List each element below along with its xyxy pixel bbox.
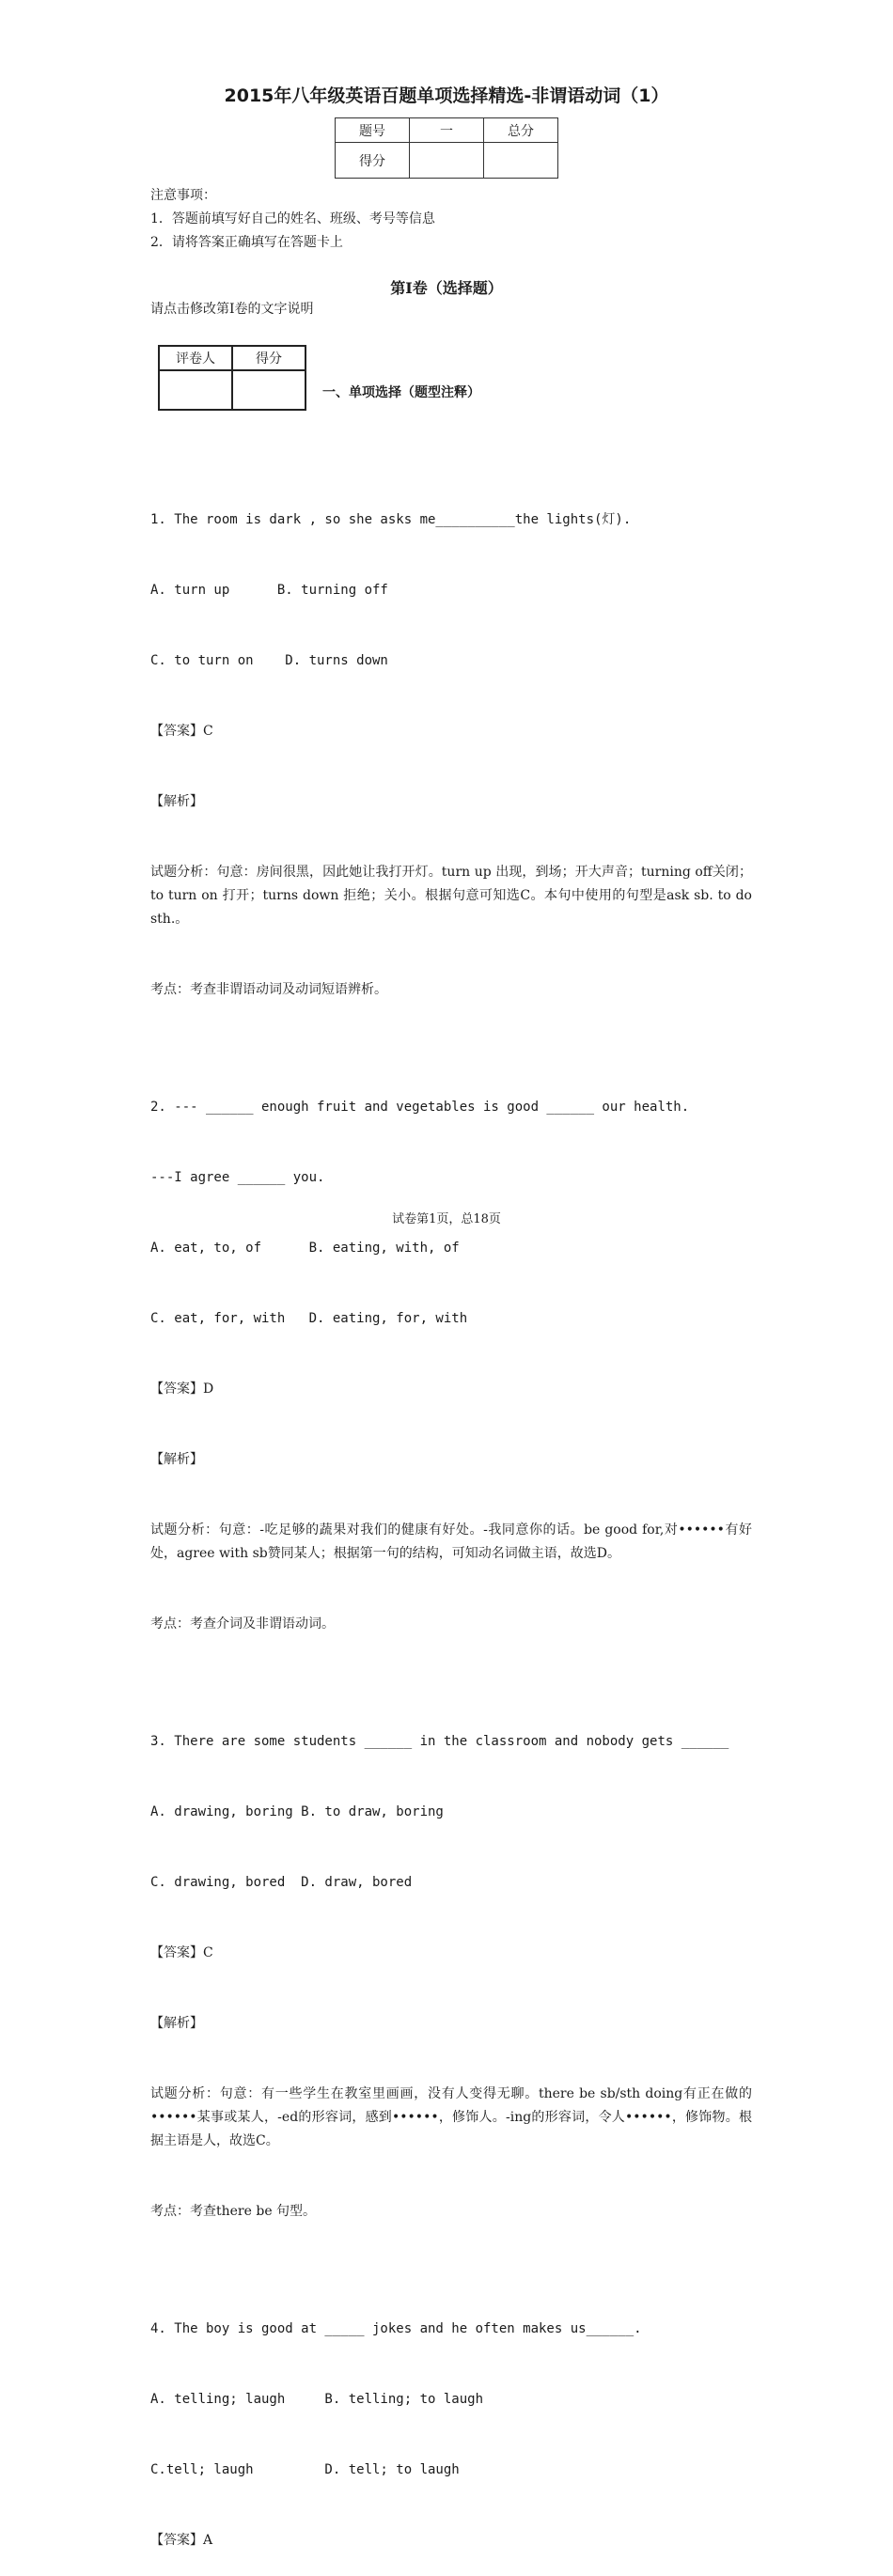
question-options: A. turn up B. turning off bbox=[150, 583, 388, 598]
notes-item: 2．请将答案正确填写在答题卡上 bbox=[150, 235, 343, 250]
page-footer: 试卷第1页，总18页 bbox=[392, 1212, 501, 1226]
grader-cell bbox=[159, 370, 232, 410]
exam-point: 考点：考查there be 句型。 bbox=[150, 2204, 317, 2219]
question-options: C.tell; laugh D. tell; to laugh bbox=[150, 2462, 460, 2477]
answer: 【答案】C bbox=[150, 724, 213, 739]
analysis-text: 试题分析：句意：-吃足够的蔬果对我们的健康有好处。-我同意你的话。be good for,对••••••有好处，agree with sb赞同某人；根据第一句的结构，可知动名词做主语，故选D。 bbox=[150, 1522, 752, 1561]
question-stem: 2. --- ______ enough fruit and vegetables is good ______ our health. bbox=[150, 1100, 690, 1115]
section-title: 第Ⅰ卷（选择题） bbox=[390, 279, 503, 297]
grader-score-header: 得分 bbox=[232, 346, 306, 370]
page-title: 2015年八年级英语百题单项选择精选-非谓语动词（1） bbox=[224, 86, 669, 106]
score-header-total: 总分 bbox=[484, 118, 558, 143]
score-header-number: 题号 bbox=[336, 118, 410, 143]
section-description: 请点击修改第Ⅰ卷的文字说明 bbox=[150, 302, 314, 317]
score-header-one: 一 bbox=[410, 118, 484, 143]
analysis-label: 【解析】 bbox=[150, 1452, 203, 1467]
question-options: C. to turn on D. turns down bbox=[150, 653, 388, 668]
score-row-label: 得分 bbox=[336, 143, 410, 179]
notes bbox=[150, 184, 435, 255]
question-options: A. drawing, boring B. to draw, boring bbox=[150, 1804, 444, 1819]
score-table bbox=[335, 117, 558, 179]
part-title: 一、单项选择（题型注释） bbox=[322, 385, 480, 400]
analysis-label: 【解析】 bbox=[150, 2016, 203, 2031]
exam-point: 考点：考查介词及非谓语动词。 bbox=[150, 1616, 335, 1631]
analysis-text: 试题分析：句意：有一些学生在教室里画画，没有人变得无聊。there be sb/sth doing有正在做的••••••某事或某人，-ed的形容词，感到••••••，修饰人。-ing的形容词，令人••••••，修饰物。根据主语是人，故选C。 bbox=[150, 2086, 752, 2148]
question-options: C. eat, for, with D. eating, for, with bbox=[150, 1311, 468, 1326]
grader-cell bbox=[232, 370, 306, 410]
answer: 【答案】A bbox=[150, 2533, 213, 2548]
score-cell bbox=[410, 143, 484, 179]
grader-header: 评卷人 bbox=[159, 346, 232, 370]
question-stem-reply: ---I agree ______ you. bbox=[150, 1170, 325, 1185]
analysis-text: 试题分析：句意：房间很黑，因此她让我打开灯。turn up 出现，到场；开大声音；turning off关闭；to turn on 打开；turns down 拒绝；关小。根据句意可知选C。本句中使用的句型是ask sb. to do sth.。 bbox=[150, 865, 752, 927]
grader-table bbox=[158, 345, 306, 411]
question-options: A. eat, to, of B. eating, with, of bbox=[150, 1241, 460, 1256]
exam-point: 考点：考查非谓语动词及动词短语辨析。 bbox=[150, 982, 387, 997]
notes-item: 1．答题前填写好自己的姓名、班级、考号等信息 bbox=[150, 211, 435, 226]
question-stem: 4. The boy is good at _____ jokes and he often makes us______. bbox=[150, 2321, 642, 2336]
analysis-label: 【解析】 bbox=[150, 794, 203, 809]
question-options: A. telling; laugh B. telling; to laugh bbox=[150, 2392, 484, 2407]
question-stem: 3. There are some students ______ in the classroom and nobody gets ______ bbox=[150, 1734, 729, 1749]
notes-heading: 注意事项： bbox=[150, 188, 216, 203]
question-options: C. drawing, bored D. draw, bored bbox=[150, 1875, 413, 1890]
answer: 【答案】C bbox=[150, 1945, 213, 1960]
question-stem: 1. The room is dark , so she asks me__________the lights(灯). bbox=[150, 512, 632, 527]
questions bbox=[150, 438, 752, 2576]
score-cell bbox=[484, 143, 558, 179]
answer: 【答案】D bbox=[150, 1382, 214, 1397]
